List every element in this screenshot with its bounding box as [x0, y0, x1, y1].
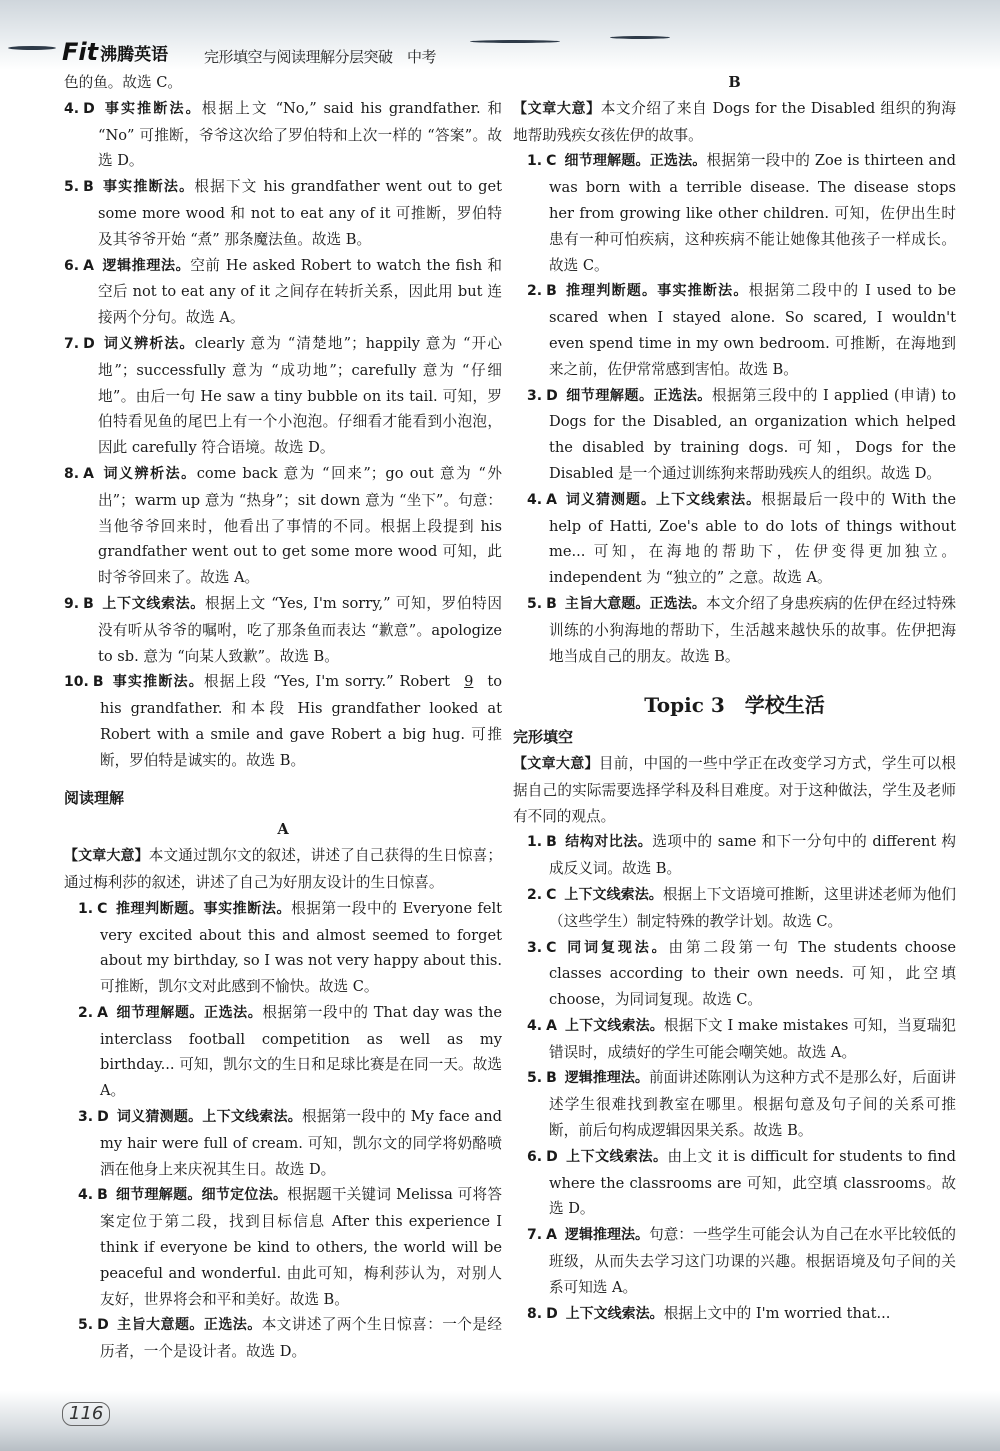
answer-item: 1. B 结构对比法。选项中的 same 和下一分句中的 different 构成反义词。故选 B。	[527, 833, 956, 878]
page-footer	[0, 1391, 1000, 1451]
answer-item: 4. D 事实推断法。根据上文 “No,” said his grandfather. 和 “No” 可推断，爷爷这次给了罗伯特和上次一样的 “答案”。故选 D。	[64, 99, 502, 170]
page-header	[0, 0, 1000, 70]
header-swoosh	[610, 36, 670, 39]
answer-item: 5. D 主旨大意题。正选法。本文讲述了两个生日惊喜：一个是经历者，一个是设计者。故选 D。	[78, 1316, 502, 1361]
brand-logo: Fit 沸腾英语	[62, 38, 169, 66]
passage-label-b: B	[728, 74, 741, 91]
answer-item: 6. A 逻辑推理法。空前 He asked Robert to watch the fish 和空后 not to eat any of it 之间存在转折关系，因此用 but 连接两个分句。故选 A。	[64, 256, 502, 327]
answer-item: 2. B 推理判断题。事实推断法。根据第二段中的 I used to be scared when I stayed alone. So scared, I wouldn't even spend time in my own bedroom. 可推断，在海地到来之前，佐伊常常感到害怕。故选 B。	[527, 282, 957, 378]
header-swoosh	[470, 40, 560, 43]
answer-item: 9. B 上下文线索法。根据上文 “Yes, I'm sorry,” 可知，罗伯特因没有听从爷爷的嘱咐，吃了那条鱼而表达 “歉意”。apologize to sb. 意为 “向某人致歉”。故选 B。	[64, 594, 502, 665]
answer-item: 7. A 逻辑推理法。句意：一些学生可能会认为自己在水平比较低的班级，从而失去学习这门功课的兴趣。根据语境及句子间的关系可知选 A。	[527, 1226, 957, 1296]
passage-summary: 【文章大意】本文通过凯尔文的叙述，讲述了自己获得的生日惊喜；通过梅利莎的叙述，讲述了自己为好朋友设计的生日惊喜。	[64, 847, 502, 891]
answer-item: 4. A 词义猜测题。上下文线索法。根据最后一段中的 With the help of Hatti, Zoe's able to do lots of things without me... 可知，在海地的帮助下，佐伊变得更加独立。independent 为 “独立的” 之意。故选 A。	[527, 490, 957, 587]
section-heading-cloze: 完形填空	[513, 728, 574, 747]
answer-item: 3. C 同词复现法。由第二段第一句 The students choose classes according to their own needs. 可知，此空填 choose，为同词复现。故选 C。	[527, 938, 956, 1009]
blank-number: 9	[464, 673, 474, 691]
section-heading-reading: 阅读理解	[64, 788, 125, 807]
passage-summary: 【文章大意】本文介绍了来自 Dogs for the Disabled 组织的狗海地帮助残疾女孩佐伊的故事。	[513, 99, 956, 144]
answer-item: 10. B 事实推断法。根据上段 “Yes, I'm sorry.” Robert 9 to his grandfather. 和本段 His grandfather looked at Robert with a smile and gave Robert a big hug. 可推断，罗伯特是诚实的。故选 B。	[64, 673, 503, 769]
left-column	[64, 70, 502, 1365]
answer-item: 5. B 逻辑推理法。前面讲述陈刚认为这种方式不是那么好，后面讲述学生很难找到教室在哪里。根据句意及句子间的关系可推断，前后句构成逻辑因果关系。故选 B。	[527, 1069, 956, 1140]
answer-item: 8. A 词义辨析法。come back 意为 “回来”；go out 意为 “外出”；warm up 意为 “热身”；sit down 意为 “坐下”。句意：当他爷爷回来时，他看出了事情的不同。根据上段提到 his grandfather went out to get some more wood 可知，此时爷爷回来了。故选 A。	[64, 464, 503, 587]
answer-item: 3. D 词义猜测题。上下文线索法。根据第一段中的 My face and my hair were full of cream. 可知，凯尔文的同学将奶酪喷洒在他身上来庆祝其生日。故选 D。	[78, 1108, 503, 1178]
answer-item: 3. D 细节理解题。正选法。根据第三段中的 I applied (申请) to Dogs for the Disabled, an organization which helped the disabled by training dogs. 可知，Dogs for the Disabled 是一个通过训练狗来帮助残疾人的组织。故选 D。	[527, 386, 957, 482]
answer-item: 5. B 主旨大意题。正选法。本文介绍了身患疾病的佐伊在经过特殊训练的小狗海地的帮助下，生活越来越快乐的故事。佐伊把海地当成自己的朋友。故选 B。	[527, 594, 956, 665]
answer-item: 1. C 细节理解题。正选法。根据第一段中的 Zoe is thirteen and was born with a terrible disease. The disease stops her from growing like other children. 可知，佐伊出生时患有一种可怕疾病，这种疾病不能让她像其他孩子一样成长。故选 C。	[527, 152, 956, 274]
passage-label-a: A	[277, 821, 289, 839]
answer-item: 2. A 细节理解题。正选法。根据第一段中的 That day was the interclass football competition as well as my birthday... 可知，凯尔文的生日和足球比赛是在同一天。故选 A。	[78, 1003, 502, 1100]
answer-item: 1. C 推理判断题。事实推断法。根据第一段中的 Everyone felt very excited about this and almost seemed to forget about my birthday, so I was not very happy about this. 可推断，凯尔文对此感到不愉快。故选 C。	[78, 899, 502, 996]
right-column	[513, 70, 956, 1327]
answer-item: 5. B 事实推断法。根据下文 his grandfather went out to get some more wood 和 not to eat any of it 可推断，罗伯特及其爷爷开始 “煮” 那条魔法鱼。故选 B。	[64, 178, 502, 248]
answer-item: 7. D 词义辨析法。clearly 意为 “清楚地”；happily 意为 “开心地”；successfully 意为 “成功地”；carefully 意为 “仔细地”。由后一句 He saw a tiny bubble on its tail. 可知，罗伯特看见鱼的尾巴上有一个小泡泡。仔细看才能看到小泡泡，因此 carefully 符合语境。故选 D。	[64, 334, 502, 457]
answer-item: 4. A 上下文线索法。根据下文 I make mistakes 可知，当夏瑞犯错误时，成绩好的学生可能会嘲笑她。故选 A。	[527, 1016, 957, 1061]
answer-item: 6. D 上下文线索法。由上文 it is difficult for students to find where the classrooms are 可知，此空填 classrooms。故选 D。	[527, 1147, 956, 1218]
topic-title: Topic 3 学校生活	[644, 693, 825, 718]
page-number: 116	[62, 1402, 110, 1426]
continued-text: 色的鱼。故选 C。	[64, 74, 182, 91]
answer-item: 8. D 上下文线索法。根据上文中的 I'm worried that...	[527, 1304, 891, 1322]
book-subtitle: 完形填空与阅读理解分层突破 中考	[204, 48, 437, 66]
header-swoosh	[8, 46, 56, 50]
answer-item: 2. C 上下文线索法。根据上下文语境可推断，这里讲述老师为他们（这些学生）制定特殊的教学计划。故选 C。	[527, 885, 956, 930]
passage-summary: 【文章大意】目前，中国的一些中学正在改变学习方式，学生可以根据自己的实际需要选择学科及科目难度。对于这种做法，学生及老师有不同的观点。	[513, 754, 956, 825]
answer-item: 4. B 细节理解题。细节定位法。根据题干关键词 Melissa 可将答案定位于第二段，找到目标信息 After this experience I think if everyone be kind to others, the world will be peaceful and wonderful. 由此可知，梅利莎认为，对别人友好，世界将会和平和美好。故选 B。	[78, 1186, 503, 1308]
